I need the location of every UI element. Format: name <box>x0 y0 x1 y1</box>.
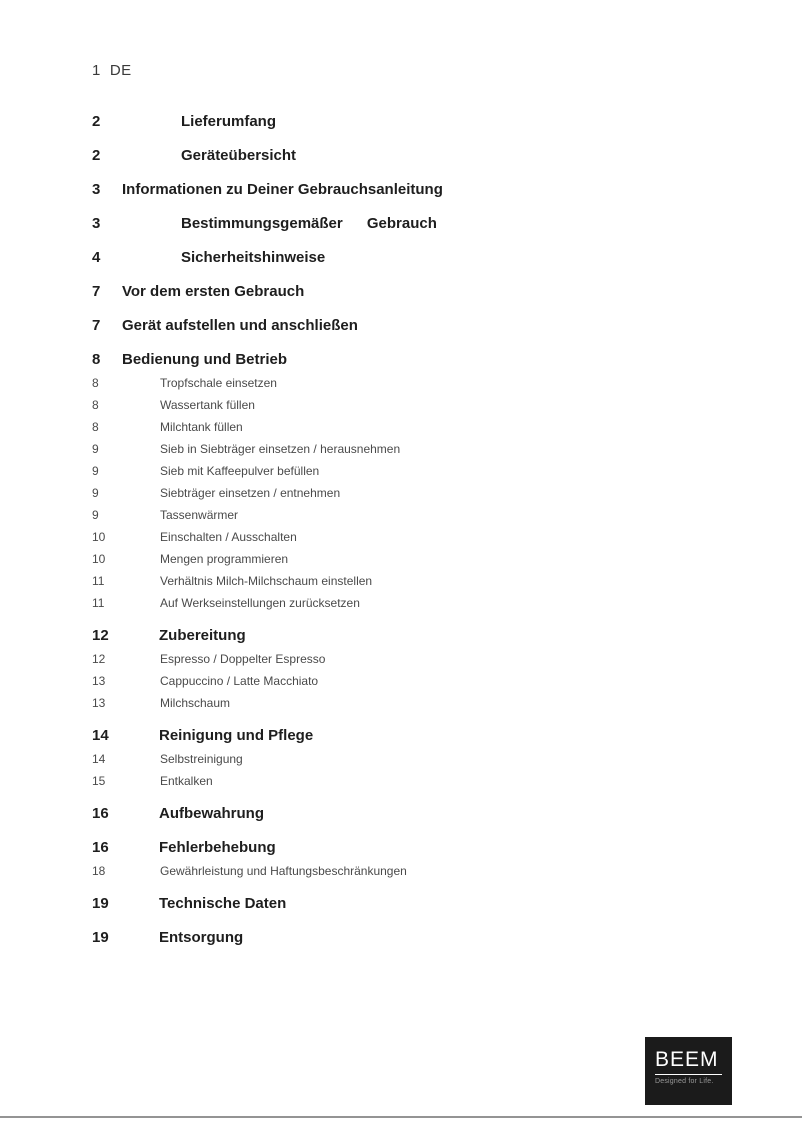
table-of-contents <box>92 112 652 947</box>
page-number: 1 <box>92 62 101 79</box>
toc-label: Bedienung und Betrieb <box>122 351 287 368</box>
toc-entry <box>92 316 652 335</box>
toc-page-number: 14 <box>92 727 109 744</box>
toc-label: Wassertank füllen <box>160 398 255 412</box>
toc-label: Einschalten / Ausschalten <box>160 530 297 544</box>
toc-label: Sieb in Siebträger einsetzen / herausnehmen <box>160 442 401 456</box>
toc-label: Gerät aufstellen und anschließen <box>122 317 358 334</box>
toc-entry <box>92 464 652 479</box>
toc-label: Technische Daten <box>159 895 287 912</box>
toc-entry <box>92 864 652 879</box>
toc-label: Tropfschale einsetzen <box>160 376 277 390</box>
toc-page-number: 2 <box>92 147 101 164</box>
toc-entry <box>92 574 652 589</box>
toc-page-number: 3 <box>92 215 101 232</box>
toc-entry <box>92 112 652 131</box>
toc-label: Selbstreinigung <box>160 752 243 766</box>
toc-entry <box>92 838 652 857</box>
logo-brand-text: BEEM <box>655 1049 722 1075</box>
toc-label: Zubereitung <box>159 627 246 644</box>
toc-entry <box>92 928 652 947</box>
toc-entry <box>92 894 652 913</box>
toc-label: Geräteübersicht <box>181 147 297 164</box>
toc-entry <box>92 350 652 369</box>
toc-entry <box>92 596 652 611</box>
toc-page-number: 9 <box>92 508 99 522</box>
toc-label: Mengen programmieren <box>160 552 289 566</box>
toc-label: Verhältnis Milch-Milchschaum einstellen <box>160 574 373 588</box>
toc-entry <box>92 552 652 567</box>
toc-label: Siebträger einsetzen / entnehmen <box>160 486 341 500</box>
toc-page-number: 10 <box>92 552 106 566</box>
beem-logo <box>645 1037 732 1105</box>
toc-label: Gewährleistung und Haftungsbeschränkungen <box>160 864 407 878</box>
toc-page-number: 4 <box>92 249 101 266</box>
footer-divider <box>0 1116 802 1118</box>
toc-page-number: 14 <box>92 752 106 766</box>
toc-entry <box>92 696 652 711</box>
toc-label: Cappuccino / Latte Macchiato <box>160 674 319 688</box>
toc-entry <box>92 726 652 745</box>
toc-label: Espresso / Doppelter Espresso <box>160 652 326 666</box>
toc-page-number: 7 <box>92 283 101 300</box>
toc-page-number: 12 <box>92 652 106 666</box>
toc-page-number: 9 <box>92 464 99 478</box>
toc-entry <box>92 248 652 267</box>
toc-entry <box>92 282 652 301</box>
toc-page-number: 13 <box>92 674 106 688</box>
logo-tagline: Designed for Life. <box>655 1078 714 1085</box>
page-header <box>92 62 132 79</box>
toc-page-number: 16 <box>92 805 109 822</box>
toc-label: Informationen zu Deiner Gebrauchsanleitung <box>122 181 443 198</box>
toc-page-number: 11 <box>92 596 105 610</box>
toc-entry <box>92 420 652 435</box>
toc-label: Sieb mit Kaffeepulver befüllen <box>160 464 320 478</box>
toc-entry <box>92 652 652 667</box>
toc-page-number: 10 <box>92 530 106 544</box>
toc-page-number: 16 <box>92 839 109 856</box>
toc-entry <box>92 530 652 545</box>
toc-entry <box>92 774 652 789</box>
toc-label: Milchtank füllen <box>160 420 243 434</box>
toc-page-number: 15 <box>92 774 106 788</box>
toc-entry <box>92 398 652 413</box>
toc-entry <box>92 508 652 523</box>
toc-page-number: 18 <box>92 864 106 878</box>
toc-page-number: 19 <box>92 895 109 912</box>
toc-label: Sicherheitshinweise <box>181 249 326 266</box>
toc-label: Tassenwärmer <box>160 508 239 522</box>
toc-entry <box>92 804 652 823</box>
toc-page-number: 11 <box>92 574 105 588</box>
toc-entry <box>92 180 652 199</box>
toc-page-number: 3 <box>92 181 101 198</box>
toc-page-number: 19 <box>92 929 109 946</box>
toc-page-number: 12 <box>92 627 109 644</box>
toc-label: Bestimmungsgemäßer Gebrauch <box>181 215 437 232</box>
toc-label: Fehlerbehebung <box>159 839 276 856</box>
toc-entry <box>92 442 652 457</box>
toc-entry <box>92 146 652 165</box>
toc-entry <box>92 674 652 689</box>
toc-page-number: 8 <box>92 398 99 412</box>
toc-label: Milchschaum <box>160 696 231 710</box>
toc-label: Lieferumfang <box>181 113 277 130</box>
toc-entry <box>92 214 652 233</box>
toc-label: Reinigung und Pflege <box>159 727 314 744</box>
toc-label: Aufbewahrung <box>159 805 264 822</box>
toc-page-number: 13 <box>92 696 106 710</box>
toc-page-number: 7 <box>92 317 101 334</box>
toc-entry <box>92 376 652 391</box>
toc-page-number: 9 <box>92 442 99 456</box>
toc-entry <box>92 486 652 501</box>
toc-page-number: 8 <box>92 420 99 434</box>
toc-entry <box>92 626 652 645</box>
toc-entry <box>92 752 652 767</box>
toc-label: Entsorgung <box>159 929 244 946</box>
toc-page-number: 8 <box>92 376 99 390</box>
language-code: DE <box>109 62 132 79</box>
toc-label: Entkalken <box>160 774 213 788</box>
toc-label: Vor dem ersten Gebrauch <box>122 283 305 300</box>
toc-page-number: 8 <box>92 351 101 368</box>
toc-label: Auf Werkseinstellungen zurücksetzen <box>160 596 360 610</box>
toc-page-number: 2 <box>92 113 101 130</box>
toc-page-number: 9 <box>92 486 99 500</box>
